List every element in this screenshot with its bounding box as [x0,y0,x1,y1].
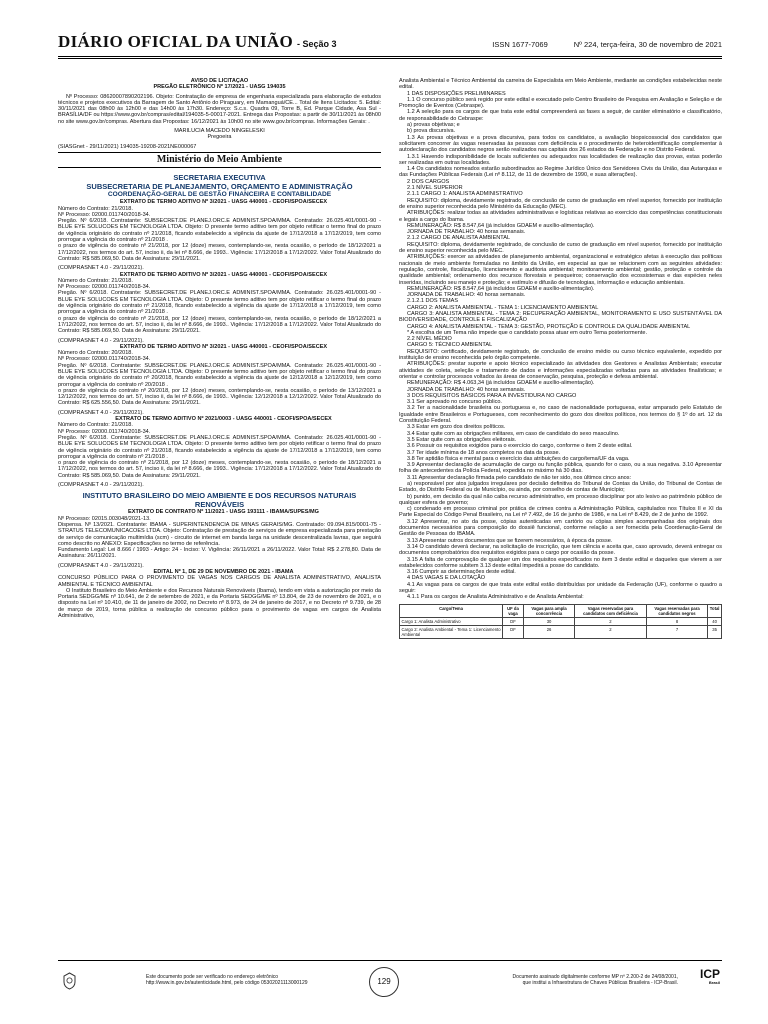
table-header: UF da vaga [503,604,524,617]
extrato-1-line: o prazo de vigência do contrato nº 21/2018, por 12 (doze) meses, contemplando-se, nesta ocasião, o período de 18/12/2021 a 17/12/2022, nos termos do art. 57, inciso ii, da lei nº 8.666, de 1993.. Vigência: 17/12/2018 a 17/12/2022. Valor Total Atualizado do Contrato: R$ 585.069,50. Data de Assinatura: 29/11/2021. [58,243,381,262]
icp-brasil-logo [684,969,720,999]
edital-paragraph: JORNADA DE TRABALHO: 40 horas semanais. [407,229,526,236]
ministry-rule-top [58,152,381,153]
edital-paragraph: 1.1 O concurso público será regido por este edital e executado pelo Centro Brasileiro de Pesquisa em Avaliação e Seleção e de Promoção de Eventos (Cebraspe). [399,96,722,110]
edital-paragraph: 1.3.1 Havendo indisponibilidade de locais suficientes ou adequados nas localidades de realização das provas, estas poderão ser realizadas em outras localidades. [399,153,722,166]
ministry-rule-bottom [58,167,381,168]
edital-paragraph: 3.15 A falta de comprovação de qualquer um dos requisitos especificados no item 3 deste edital e daqueles que vierem a ser estabelecidos conforme subitem 3.13 deste edital impedirá a posse do candidato. [399,556,722,569]
edital-paragraph: 4 DAS VAGAS E DA LOTAÇÃO [407,575,486,582]
subsec-heading: SUBSECRETARIA DE PLANEJAMENTO, ORÇAMENTO E ADMINISTRAÇÃO [86,182,353,192]
extrato-4-line: Nº Processo: 02000.011740/2018-34. [58,428,151,435]
edital-paragraph: 3.8 Ter aptidão física e mental para o exercício das atribuições do cargo/tema/UF da vaga. [407,455,630,462]
edital-paragraph: 2.1.1 CARGO 1: ANALISTA ADMINISTRATIVO [407,191,523,198]
masthead-meta [492,40,722,49]
extrato-4-line: o prazo de vigência do contrato nº 21/2018, por 12 (doze) meses, contemplando-se, nesta ocasião, o período de 18/12/2021 a 17/12/2022, nos termos do art. 57, inciso ii, da lei nº 8.666, de 1993.. Vigência: 17/12/2018 a 17/12/2022. Valor Total Atualizado do Contrato: R$ 585.069,50. Data de Assinatura: 29/11/2021. [58,460,381,479]
extrato-1-line: Pregão. Nº 6/2018. Contratante: SUBSECRET.DE PLANEJ.ORC.E ADMINIST.SPOA/MMA. Contratado: 26.025.401/0001-90 - BLUE EYE SOLUCOES EM TECNOLOGIA LTDA. Objeto: O presente termo aditivo tem por objeto retificar o termo final do prazo de vigência originário do contrato nº 21/2018, ficando estabelecido a vigência da ajuste de 17/12/2018 a 17/12/2019, tem como prorrogar a vigência do contrato nº 21/2018 . [58,218,381,244]
edital-paragraph: 1 DAS DISPOSIÇÕES PRELIMINARES [407,90,506,97]
edital-paragraph: 2.1.2 CARGO DE ANALISTA AMBIENTAL [407,235,511,242]
coat-of-arms-icon [62,972,77,990]
extrato-5-line: Fundamento Legal: Lei 8.666 / 1993 - Artigo: 24 - Inciso: V. Vigência: 26/11/2021 a 26/11/2022. Valor Total: R$ 2.278,80. Data de Assinatura: 26/11/2021. [58,547,381,560]
table-header-row [400,604,722,617]
extrato-1-title: EXTRATO DE TERMO ADITIVO Nº 3/2021 - UASG 440001 - CEOFI/SPOA/SECEX [119,199,328,206]
extrato-2-line: Pregão. Nº 6/2018. Contratante: SUBSECRET.DE PLANEJ.ORC.E ADMINIST.SPOA/MMA. Contratado: 26.025.401/0001-90 - BLUE EYE SOLUCOES EM TECNOLOGIA LTDA. Objeto: O presente termo aditivo tem por objeto retificar o termo final do prazo de vigência originário do contrato nº 21/2018, ficando estabelecido a vigência da ajuste de 17/12/2018 a 17/12/2019, tem como prorrogar a vigência do contrato nº 21/2018 . [58,290,381,316]
edital-paragraph: a) provas objetivas; e [407,122,460,129]
edital-paragraph: 3.14 O candidato deverá declarar, na solicitação de inscrição, que tem ciência e aceita que, caso aprovado, deverá entregar os documentos comprobatórios dos requisitos exigidos para o cargo por ocasião da posse. [399,543,722,557]
edital-paragraph: CARGO 4: ANALISTA AMBIENTAL - TEMA 3: GESTÃO, PROTEÇÃO E CONTROLE DA QUALIDADE AMBIENTAL [407,323,691,330]
extrato-3-line: Número do Contrato: 20/2018. [58,350,133,357]
icp-logo-sub: Brasil [708,980,720,985]
ibama-heading: INSTITUTO BRASILEIRO DO MEIO AMBIENTE E DOS RECURSOS NATURAIS RENOVÁVEIS [82,491,357,510]
edital-paragraph: 3.2 Ter a nacionalidade brasileira ou portuguesa e, no caso de nacionalidade portuguesa, estar amparado pelo Estatuto de Igualdade entre Brasileiros e Portugueses, com reconhecimento do gozo dos direitos políticos, nos termos do § 1º do art. 12 da Constituição Federal. [399,405,722,425]
signature-line-2: que institui a Infraestrutura de Chaves Públicas Brasileira - ICP-Brasil. [522,980,678,986]
issn: ISSN 1677-7069 [492,40,548,49]
signature-line-1: Documento assinado digitalmente conforme MP nº 2.200-2 de 24/08/2001, [512,974,678,980]
aviso-body: Nº Processo: 08620007890202196. Objeto: Contratação de empresa de engenharia especializada para elaboração de estudos técnicos e projetos executivos da Barragem de Santo Antônio do Piraguary, em Mamanguá/CE... Total de Itens Licitados: 5. Edital: 30/11/2021 das 08h00 às 12h00 e das 14h00 às 17h30. Endereço: S.c.s. Quadra 09, Torre B, Ed. Parque Cidade, Asa Sul - BRASÍLIA/DF ou https://www.gov.br/compras/edital/194035-5-00017-2021. Entrega das Propostas: a partir de 30/11/2021 às 08h00 no site www.gov.br/compras. Abertura das Propostas: 16/12/2021 às 10h00 no site www.gov.br/compras. Informações Gerais: . [58,93,381,125]
table-cell: 8 [646,617,708,625]
edital-paragraph: JORNADA DE TRABALHO: 40 horas semanais. [407,292,526,299]
table-cell: Cargo 1: Analista Administrativo [400,617,503,625]
verification-line-1: Este documento pode ser verificado no endereço eletrônico [146,974,279,980]
table-row [400,617,722,625]
extrato-4-line: Pregão. Nº 6/2018. Contratante: SUBSECRET.DE PLANEJ.ORC.E ADMINIST.SPOA/MMA. Contratado: 26.025.401/0001-90 - BLUE EYE SOLUCOES EM TECNOLOGIA LTDA. Objeto: O presente termo aditivo tem por objeto retificar o termo final do prazo de vigência originário do contrato nº 21/2018, ficando estabelecido a vigência da ajuste de 17/12/2018 a 17/12/2019, tem como prorrogar a vigência do contrato nº 21/2018 . [58,434,381,460]
table-cell: 30 [523,617,574,625]
edital-paragraph: REMUNERAÇÃO: R$ 8.547,64 (já incluídos GDAEM e auxílio-alimentação). [407,222,595,229]
extrato-2-line: Nº Processo: 02000.011740/2018-34. [58,284,151,291]
edital-paragraph: 3.11 Apresentar declaração firmada pelo candidato de não ter sido, nos últimos cinco anos: [407,474,632,481]
edital-paragraphs [399,78,722,601]
extrato-3-line: Nº Processo: 02000.011740/2018-34. [58,356,151,363]
verification-note [146,974,396,986]
edital-paragraph: 4.1 As vagas para os cargos de que trata este edital estão distribuídas por unidade da Federação (UF), conforme o quadro a seguir: [399,581,722,595]
edital-paragraph: 3.9 Apresentar declaração de acumulação de cargo ou função pública, quando for o caso, ou a sua negativa. 3.10 Apresentar folha de antecedentes da Polícia Federal, expedida no máximo há 30 dias. [399,462,722,475]
verification-line-2: http://www.in.gov.br/autenticidade.html, pelo código 05302021113000129 [146,980,308,986]
journal-title: DIÁRIO OFICIAL DA UNIÃO [58,32,294,51]
edital-paragraph: 3.4 Estar quite com as obrigações militares, em caso de candidato do sexo masculino. [407,430,620,437]
table-header: Total [708,604,722,617]
footer [58,964,722,1004]
edital-paragraph: 3.6 Possuir os requisitos exigidos para o exercício do cargo, conforme o item 2 deste edital. [407,443,633,450]
table-cell: 2 [575,617,647,625]
edital-paragraph: CARGO 2: ANALISTA AMBIENTAL - TEMA 1: LICENCIAMENTO AMBIENTAL [407,304,599,311]
edital-paragraph: 3.5 Estar quite com as obrigações eleitorais. [407,436,517,443]
left-column [58,78,381,958]
coord-heading: COORDENAÇÃO-GERAL DE GESTÃO FINANCEIRA E CONTABILIDADE [107,191,332,199]
edital-paragraph: 2 DOS CARGOS [407,178,450,185]
footer-rule [58,960,722,961]
table-cell: Cargo 2: Analista Ambiental - Tema 1: Licenciamento Ambiental [401,626,501,637]
extrato-3-line: o prazo de vigência do contrato nº 20/2018, por 12 (doze) meses, contemplando-se, nesta ocasião, o período de 13/12/2021 a 12/12/2022, nos termos do art. 57, inciso ii, da lei nº 8.666, de 1993.. Vigência: 12/12/2018 a 12/12/2022. Valor Total Atualizado do Contrato: R$ 625.556,50. Data de Assinatura: 29/11/2021. [58,387,381,407]
extrato-5-line: Dispensa. Nº 13/2021. Contratante: IBAMA - SUPERINTENDENCIA DE MINAS GERAIS/MG. Contratado: 09.094.815/0001-75 - STRATUS TELECOMUNICACOES LTDA. Objeto: Contratação de prestação de serviços de empresa especializada para prestação de serviço de comunicação multimídia (scm) - circuito de internet em banda larga na unidade descentralizada lavras, que seguirá como descrito no ANEXO: Especificações no termo de referência. [58,521,381,547]
table-cell: 26 [523,625,574,638]
extrato-5-title: EXTRATO DE CONTRATO Nº 11/2021 - UASG 193111 - IBAMA/SUPES/MG [128,509,319,516]
table-header: Cargo/Tema [400,604,503,617]
extrato-2-title: EXTRATO DE TERMO ADITIVO Nº 3/2021 - UASG 440001 - CEOFI/SPOA/SECEX [119,271,328,278]
edital-paragraph: * A escolha de um Tema não impede que o candidato possa atuar em outro Tema posteriormente. [407,329,647,336]
edition: Nº 224, terça-feira, 30 de novembro de 2021 [573,40,722,49]
signer-role: Pregoeira [207,134,232,141]
extrato-2-line: Número do Contrato: 21/2018. [58,277,133,284]
table-cell: 40 [708,617,722,625]
edital-heading: CONCURSO PÚBLICO PARA O PROVIMENTO DE VAGAS NOS CARGOS DE ANALISTA ADMINISTRATIVO, ANALISTA AMBIENTAL E TÉCNICO AMBIENTAL [58,575,381,588]
edital-paragraph: REQUISITO: diploma, devidamente registrado, de conclusão de curso de graduação em nível superior, fornecido por instituição de ensino superior reconhecida pelo Ministério da Educação (MEC). [399,197,722,210]
extrato-4-ref: (COMPRASNET 4.0 - 29/11/2021). [58,482,144,489]
extrato-4-line: Número do Contrato: 21/2018. [58,422,133,429]
table-row [400,625,722,638]
edital-paragraph: b) punido, em decisão da qual não caiba recurso administrativo, em processo disciplinar por ato lesivo ao patrimônio público de qualquer esfera de governo; [399,493,722,506]
extrato-3-ref: (COMPRASNET 4.0 - 29/11/2021). [58,409,144,416]
edital-paragraph: CARGO 3: ANALISTA AMBIENTAL - TEMA 2: RECUPERAÇÃO AMBIENTAL, MONITORAMENTO E USO SUSTENTÁVEL DA BIODIVERSIDADE, CONTROLE E FISCALIZAÇÃO [399,310,722,324]
edital-paragraph: 4.1.1 Para os cargos de Analista Administrativo e de Analista Ambiental: [407,594,584,601]
edital-paragraph: REMUNERAÇÃO: R$ 8.547,64 (já incluídos GDAEM e auxílio-alimentação). [407,285,595,292]
edital-paragraph: 2.2 NÍVEL MÉDIO [407,336,452,343]
edital-paragraph: REMUNERAÇÃO: R$ 4.063,34 (já incluídos GDAEM e auxílio-alimentação). [407,380,595,387]
edital-paragraph: c) condenado em processo criminal por prática de crimes contra a Administração Pública, capitulados nos Títulos II e XI da Parte Especial do Código Penal Brasileiro, na Lei nº 7.492, de 16 de junho de 1986, e na Lei nº 8.429, de 2 de junho de 1992. [399,506,722,519]
edital-paragraph: 2.1.2.1 DOS TEMAS [407,298,459,305]
aviso-title: AVISO DE LICITAÇÃO [190,78,249,84]
edital-paragraph: 3.3 Estar em gozo dos direitos políticos. [407,424,506,431]
vacancies-table [399,604,722,639]
extrato-4-title: EXTRATO DE TERMO ADITIVO Nº 2021/0003 - UASG 440001 - CEOFI/SPOA/SECEX [115,416,332,423]
table-header: Vagas reservadas para candidatos negros [646,604,708,617]
edital-paragraph: 3.13 Apresentar outros documentos que se fizerem necessários, à época da posse. [407,537,613,544]
extrato-1-ref: (COMPRASNET 4.0 - 29/11/2021). [58,265,144,272]
edital-paragraph: b) prova discursiva. [407,128,456,135]
edital-paragraph: 3.7 Ter idade mínima de 18 anos completos na data da posse. [407,449,561,456]
table-cell: 35 [708,625,722,638]
table-cell: DF [503,617,524,625]
edital-body: O Instituto Brasileiro do Meio Ambiente e dos Recursos Naturais Renováveis (Ibama), tendo em vista a autorização por meio da Portaria SEDGG/ME nº 10.641, de 2 de setembro de 2021, e da Portaria SEDGG/ME nº 13.804, de 23 de novembro de 2021, e o disposto na Lei nº 10.410, de 11 de janeiro de 2002, no Decreto nº 8.973, de 24 de janeiro de 2017, e no Decreto nº 9.739, de 28 de março de 2019, torna pública a realização de concurso público para o provimento de vagas em cargos de Analista Administrativo, [58,587,381,620]
edital-paragraph: 3.1 Ser aprovado no concurso público. [407,399,502,406]
extrato-5-line: Nº Processo: 02015.003048/2021-13. [58,515,151,522]
masthead-rule-bottom [58,58,722,59]
edital-paragraph: JORNADA DE TRABALHO: 40 horas semanais. [407,386,526,393]
extrato-3-line: Pregão. Nº 6/2018. Contratante: SUBSECRET.DE PLANEJ.ORC.E ADMINIST.SPOA/MMA. Contratado: 26.025.401/0001-90 - BLUE EYE SOLUCOES EM TECNOLOGIA LTDA. Objeto: O presente termo aditivo tem por objeto retificar o termo final do prazo de vigência originário do contrato nº 20/2018, ficando estabelecido a vigência da ajuste de 12/12/2018 a 12/12/2019, tem como prorrogar a vigência do contrato nº 20/2018 . [58,362,381,388]
siasg-ref: (SIASGnet - 29/11/2021) 194035-19208-2021NE000067 [58,143,197,150]
edital-paragraph: ATRIBUIÇÕES: prestar suporte e apoio técnico especializado às atividades dos Gestores e Analistas Ambientais; executar atividades de coleta, seleção e tratamento de dados e informações especializadas voltadas para as atividades finalísticas; e orientar e controlar processos voltados às áreas de conservação, pesquisa, proteção e defesa ambiental. [399,361,722,380]
table-cell: DF [503,625,524,638]
table-header: Vagas reservadas para candidatos com deficiência [575,604,647,617]
edital-paragraph: 3.16 Cumprir as determinações deste edital. [407,569,516,576]
extrato-5-ref: (COMPRASNET 4.0 - 29/11/2021). [58,562,144,569]
extrato-3-title: EXTRATO DE TERMO ADITIVO Nº 3/2021 - UASG 440001 - CEOFI/SPOA/SECEX [119,343,328,350]
edital-paragraph: 1.4 Os candidatos nomeados estarão subordinados ao Regime Jurídico Único dos Servidores Civis da União, das Autarquias e das Fundações Públicas Federais (Lei nº 8.112, de 11 de dezembro de 1990, e suas alterações). [399,166,722,179]
edital-paragraph: ATRIBUIÇÕES: exercer as atividades de planejamento ambiental, organizacional e estratégico afetas à execução das políticas nacionais de meio ambiente formuladas no âmbito da União, em especial as que se relacionem com as seguintes atividades: regulação, controle, fiscalização, licenciamento e auditoria ambiental; monitoramento ambiental; gestão, proteção e controle da qualidade ambiental; ordenamento dos recursos florestais e pesqueiros; conservação dos ecossistemas e das espécies neles inseridas, incluindo seu manejo e proteção; e estímulo e difusão de tecnologias, informação e educação ambientais. [399,254,722,286]
page-number: 129 [369,967,399,997]
table-cell: 2 [575,625,647,638]
edital-paragraph: REQUISITO: diploma, devidamente registrado, de conclusão de curso de graduação em nível superior, fornecido por instituição de ensino superior reconhecida pelo MEC. [399,241,722,255]
edital-paragraph: REQUISITO: certificado, devidamente registrado, de conclusão de ensino médio ou curso técnico equivalente, expedido por instituição de ensino reconhecida pelo órgão competente. [399,348,722,362]
ministry-title: Ministério do Meio Ambiente [156,153,283,165]
edital-paragraph: 3.12 Apresentar, no ato da posse, cópias autenticadas em cartório ou cópias simples acompanhadas dos originais dos documentos necessários para composição do dossiê funcional, conforme relação a ser fornecida pela Coordenação-Geral de Gestão de Pessoas do IBAMA. [399,518,722,538]
table-cell: 7 [646,625,708,638]
masthead [58,32,722,54]
extrato-1-line: Número do Contrato: 21/2018. [58,205,133,212]
masthead-rule-top [58,56,722,57]
icp-logo-text: ICP [699,967,720,981]
aviso-subtitle: PREGÃO ELETRÔNICO Nº 17/2021 - UASG 194035 [153,84,286,91]
edital-paragraph: ATRIBUIÇÕES: realizar todas as atividades administrativas e logísticas relativas ao exercício das competências constitucionais e legais a cargo do Ibama. [399,210,722,223]
signer-name: MARILUCIA MACEDO NINGELESKI [174,128,265,135]
edital-title: EDITAL Nº 1, DE 29 DE NOVEMBRO DE 2021 - IBAMA [153,569,294,575]
edital-paragraph: 2.1 NÍVEL SUPERIOR [407,185,463,192]
edital-paragraph: a) responsável por atos julgados irregulares por decisão definitiva do Tribunal de Contas da União, do Tribunal de Contas de Estado, do Distrito Federal ou de Município, ou ainda, por conselho de contas de Município; [399,481,722,494]
table-header: Vagas para ampla concorrência [523,604,574,617]
section-label: - Seção 3 [297,39,337,49]
extrato-2-ref: (COMPRASNET 4.0 - 29/11/2021). [58,337,144,344]
edital-paragraph: 1.3 As provas objetivas e a prova discursiva, para todos os candidatos, a avaliação biopsicossocial dos candidatos que solicitarem concorrer às vagas reservadas às pessoas com deficiência e o procedimento de heteroidentificação complementar à autodeclaração dos candidatos negros serão realizados nas capitais dos 26 estados da Federação e no Distrito Federal. [399,134,722,154]
extrato-2-line: o prazo de vigência do contrato nº 21/2018, por 12 (doze) meses, contemplando-se, nesta ocasião, o período de 18/12/2021 a 17/12/2022, nos termos do art. 57, inciso ii, da lei nº 8.666, de 1993.. Vigência: 17/12/2018 a 17/12/2022. Valor Total Atualizado do Contrato: R$ 585.069,50. Data de Assinatura: 29/11/2021. [58,315,381,335]
edital-paragraph: 1.2 A seleção para os cargos de que trata este edital compreenderá as fases a seguir, de caráter eliminatório e classificatório, de responsabilidade do Cebraspe: [399,109,722,122]
right-column [399,78,722,958]
signature-note [414,974,678,986]
edital-paragraph: Analista Ambiental e Técnico Ambiental da carreira de Especialista em Meio Ambiente, mediante as condições estabelecidas neste edital. [399,78,722,91]
edital-paragraph: CARGO 5: TÉCNICO AMBIENTAL [407,342,493,349]
edital-paragraph: 3 DOS REQUISITOS BÁSICOS PARA A INVESTIDURA NO CARGO [407,392,577,399]
extrato-1-line: Nº Processo: 02000.011740/2018-34. [58,211,151,218]
secex-heading: SECRETARIA EXECUTIVA [173,173,266,183]
